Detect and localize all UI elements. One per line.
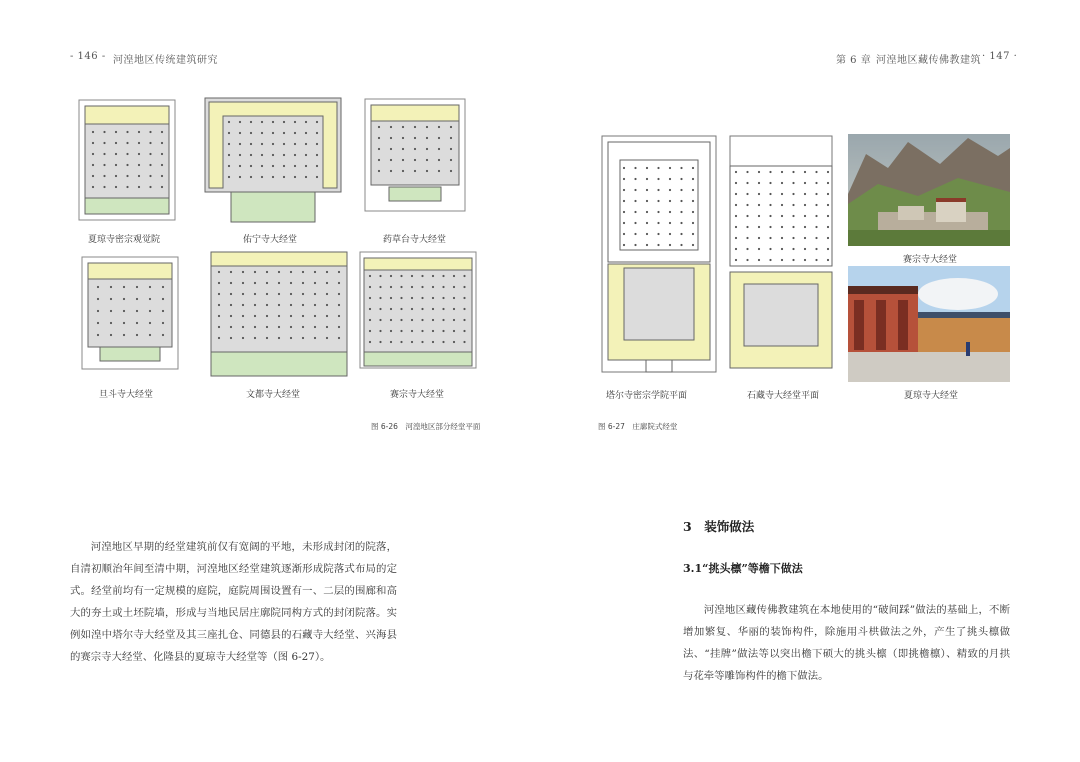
right-body-paragraph: 河湟地区藏传佛教建筑在本地使用的“破间踩”做法的基础上，不断增加繁复、华丽的装饰构件，除施用斗栱做法之外，产生了挑头檩做法、“挂牌”做法等以突出檐下硕大的挑头檩（即挑檐檩）、精致的月拱与花牵等雕饰构件的檐下做法。 (683, 604, 1010, 682)
photo-saizong-monastery (848, 134, 1010, 246)
fig27-label-3: 赛宗寺大经堂 (903, 255, 958, 265)
fig26-label-4: 旦斗寺大经堂 (99, 390, 154, 400)
fig26-label-3: 药草台寺大经堂 (383, 235, 447, 245)
section-heading: 3 装饰做法 (683, 519, 755, 534)
plan-wendu (209, 250, 349, 378)
fig27-label-2: 石藏寺大经堂平面 (747, 391, 820, 401)
plan-saizong (358, 250, 478, 370)
plan-yaocaotai (363, 97, 467, 213)
plan-xiaqiong-tantric (77, 98, 177, 222)
plan-shizang (728, 134, 834, 370)
right-page-number: · 147 · (982, 51, 1018, 62)
fig27-label-1: 塔尔寺密宗学院平面 (606, 391, 688, 401)
left-page-number: - 146 - (70, 51, 106, 62)
right-chapter-label: 第 6 章 (836, 55, 872, 66)
fig26-label-1: 夏琼寺密宗观觉院 (88, 235, 161, 245)
plan-youning (203, 96, 343, 224)
fig27-label-4: 夏琼寺大经堂 (904, 391, 959, 401)
fig26-caption: 图 6-26 河湟地区部分经堂平面 (371, 422, 481, 431)
subsection-heading: 3.1“挑头檩”等檐下做法 (683, 562, 803, 575)
left-body-text (70, 536, 397, 668)
plan-dandou (80, 255, 180, 371)
photo-xiaqiong-hall (848, 266, 1010, 382)
fig26-label-2: 佑宁寺大经堂 (243, 235, 298, 245)
plan-kumbum-tantric (600, 134, 718, 374)
fig27-caption: 图 6-27 庄廓院式经堂 (598, 422, 678, 431)
left-running-title: 河湟地区传统建筑研究 (113, 55, 218, 66)
fig26-label-5: 文都寺大经堂 (246, 390, 301, 400)
left-body-paragraph: 河湟地区早期的经堂建筑前仅有宽阔的平地，未形成封闭的院落，自清初顺治年间至清中期，河湟地区经堂建筑逐渐形成院落式布局的定式。经堂前均有一定规模的庭院，庭院周围设置有一、二层的围廊和高大的夯土或土坯院墙，形成与当地民居庄廓院同构方式的封闭院落。实例如湟中塔尔寺大经堂及其三座扎仓、同德县的石藏寺大经堂、兴海县的赛宗寺大经堂、化隆县的夏琼寺大经堂等（图 6-27）。 (70, 541, 397, 663)
right-running-title: 河湟地区藏传佛教建筑 (876, 55, 981, 66)
right-body-text (683, 599, 1010, 687)
fig26-label-6: 赛宗寺大经堂 (390, 390, 445, 400)
